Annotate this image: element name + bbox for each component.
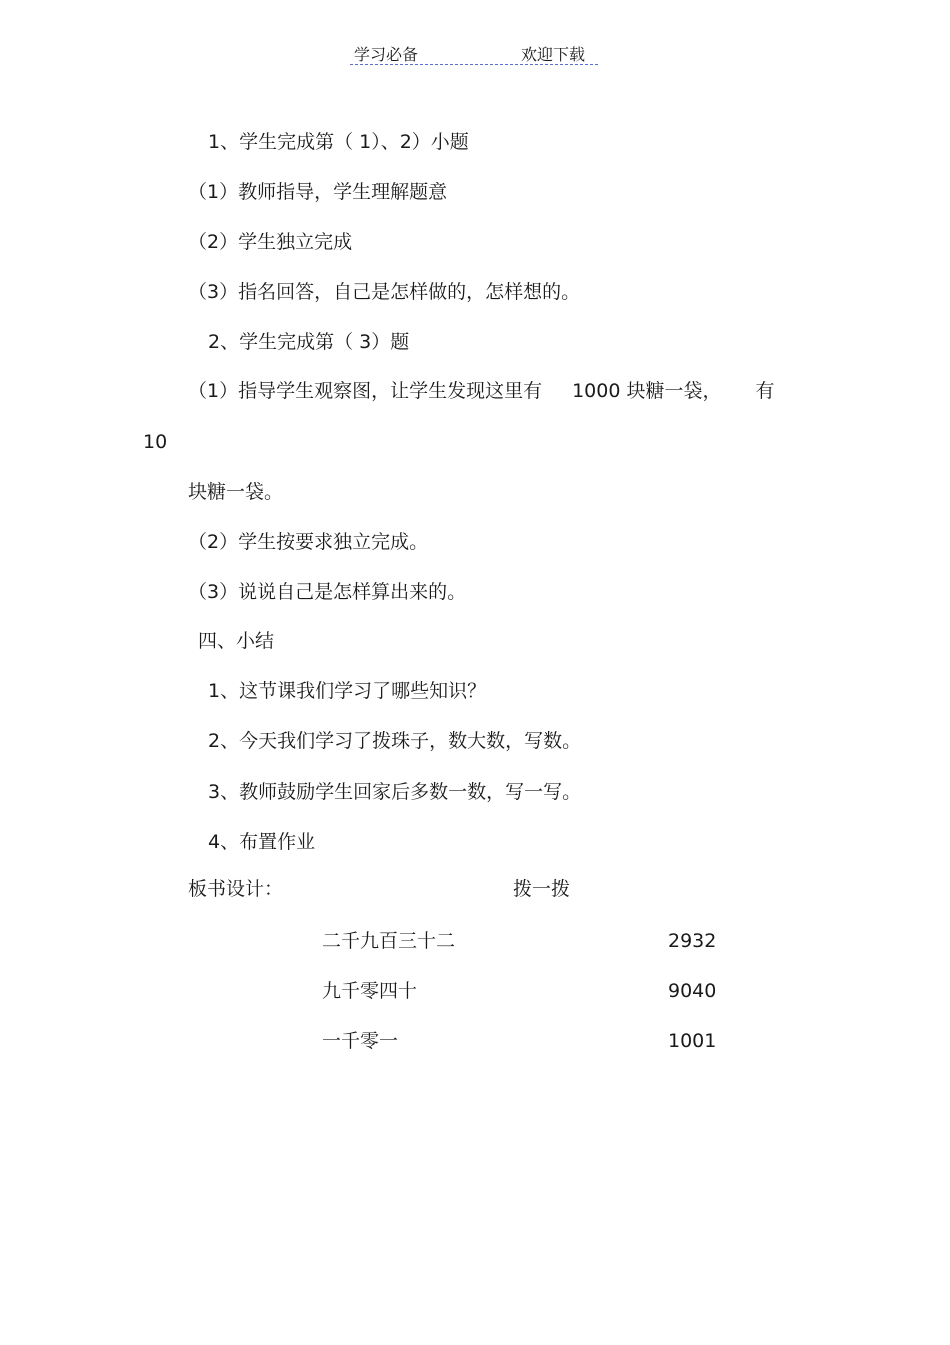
summary-item-1: 1、这节课我们学习了哪些知识？	[208, 680, 487, 702]
step-1-sub-2: （2）学生独立完成	[188, 231, 353, 253]
step-2-sub-1-part-a: （1）指导学生观察图，让学生发现这里有	[188, 380, 543, 402]
board-row-1-digits: 2932	[668, 930, 717, 952]
page-header	[350, 40, 598, 65]
summary-item-3: 3、教师鼓励学生回家后多数一数，写一写。	[208, 781, 582, 803]
step-2: 2、学生完成第（ 3）题	[208, 331, 410, 353]
board-row-2-words: 九千零四十	[322, 980, 418, 1002]
step-2-sub-1-wrap-number: 10	[143, 431, 168, 453]
step-2-sub-1-part-c: 有	[755, 380, 775, 402]
step-1-sub-3: （3）指名回答，自己是怎样做的，怎样想的。	[188, 281, 581, 303]
step-2-sub-3: （3）说说自己是怎样算出来的。	[188, 581, 467, 603]
board-design-label: 板书设计：	[188, 878, 284, 900]
summary-item-2: 2、今天我们学习了拨珠子，数大数，写数。	[208, 730, 582, 752]
step-2-sub-1-part-b: 1000 块糖一袋，	[572, 380, 722, 402]
board-row-3-digits: 1001	[668, 1030, 717, 1052]
section-summary-heading: 四、小结	[198, 630, 275, 652]
board-row-1-words: 二千九百三十二	[322, 930, 456, 952]
header-right-text: 欢迎下载	[521, 45, 586, 64]
board-row-3-words: 一千零一	[322, 1030, 399, 1052]
header-left-text: 学习必备	[354, 45, 419, 64]
step-1: 1、学生完成第（ 1）、2）小题	[208, 131, 469, 153]
step-2-sub-2: （2）学生按要求独立完成。	[188, 531, 429, 553]
board-row-2-digits: 9040	[668, 980, 717, 1002]
step-2-sub-1-wrap-text: 块糖一袋。	[188, 481, 284, 503]
step-2-sub-1	[188, 379, 775, 403]
step-1-sub-1: （1）教师指导，学生理解题意	[188, 181, 448, 203]
summary-item-4: 4、布置作业	[208, 831, 316, 853]
board-design-title: 拨一拨	[513, 878, 571, 900]
